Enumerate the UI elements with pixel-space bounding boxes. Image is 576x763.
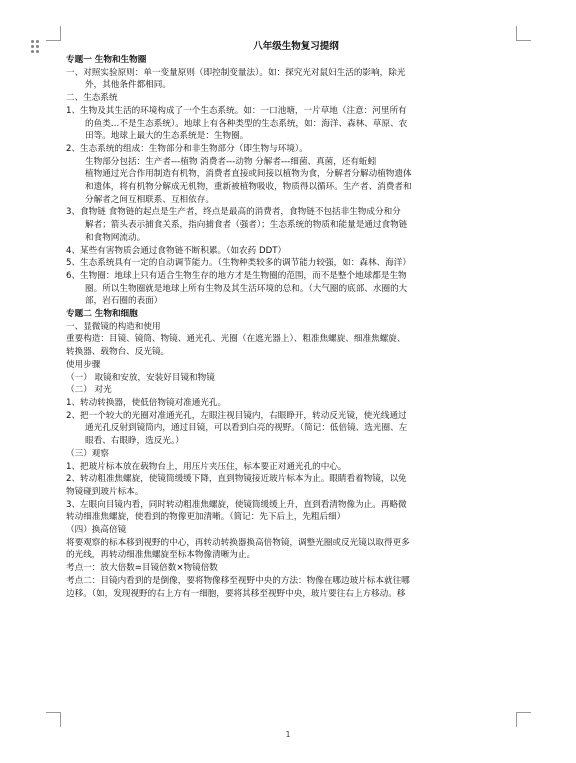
- text-line: （三）观察: [66, 448, 109, 459]
- text-line: 的光线，再转动细准焦螺旋至标本物像清晰为止。: [66, 550, 256, 561]
- text-line: 3、左眼向目镜内看，同时转动粗准焦螺旋，使镜筒缓缓上升，直到看清物像为止。再略微: [66, 499, 407, 510]
- text-line: 圈。所以生物圈就是地球上所有生物及其生活环境的总和。（大气圈的底部、水圈的大: [85, 283, 408, 294]
- text-line: 使用步骤: [66, 359, 101, 370]
- text-line: 考点二：目镜内看到的是倒像，要将物像移至视野中央的方法：物像在哪边玻片标本就往哪: [66, 575, 410, 586]
- drag-handle-icon[interactable]: [31, 40, 41, 54]
- section-heading: 专题二 生物和细胞: [66, 309, 138, 320]
- document-title: 八年级生物复习提纲: [253, 41, 339, 52]
- document-body: [66, 40, 526, 600]
- text-line: 4、某些有害物质会通过食物链不断积累。（如农药 DDT）: [66, 245, 287, 256]
- text-line: 重要构造：目镜、镜筒、物镜、通光孔、光圈（在遮光器上）、粗准焦螺旋、细准焦螺旋、: [66, 334, 406, 345]
- text-line: 转换器、载物台、反光镜。: [66, 347, 170, 358]
- margin-corner-top-right: [516, 26, 531, 41]
- text-line: 2、生态系统的组成：生物部分和非生物部分（即生物与环境）。: [66, 143, 308, 154]
- text-line: 1、转动转换器，使低倍物镜对准通光孔。: [66, 397, 227, 408]
- text-line: 部，岩石圈的表面）: [85, 296, 163, 307]
- text-line: 将要观察的标本移到视野的中心，再转动转换器换高倍物镜，调整光圈或反光镜以取得更多: [66, 537, 410, 548]
- text-line: 眼看、右眼睁，选反光。）: [85, 436, 184, 447]
- margin-corner-bottom-left: [46, 712, 61, 727]
- text-line: 1、生物及其生活的环境构成了一个生态系统。如：一口池塘，一片草地（注意：河里所有: [66, 105, 407, 116]
- text-line: 和食物网流动。: [85, 232, 146, 243]
- text-line: 2、转动粗准焦螺旋，使镜筒缓缓下降，直到物镜接近玻片标本为止。眼睛看着物镜，以免: [66, 474, 407, 485]
- text-line: 分解者之间互相联系、互相依存。: [85, 194, 214, 205]
- text-line: 3、食物链 食物链的起点是生产者，终点是最高的消费者，食物链不包括非生物成分和分: [66, 207, 401, 218]
- text-line: 1、把玻片标本放在载物台上，用压片夹压住，标本要正对通光孔的中心。: [66, 461, 347, 472]
- text-line: 解者；箭头表示捕食关系，指向捕食者（强者）；生态系统的物质和能量是通过食物链: [85, 220, 408, 231]
- margin-corner-bottom-right: [516, 712, 531, 727]
- text-line: 2、把一个较大的光圈对准通光孔，左眼注视目镜内，右眼睁开，转动反光镜，使光线通过: [66, 410, 407, 421]
- section-heading: 专题一 生物和生物圈: [66, 55, 147, 65]
- text-line: （四）换高倍镜: [66, 525, 127, 536]
- text-line: （一） 取镜和安放，安装好目镜和物镜: [66, 372, 215, 383]
- text-line: 通光孔反射到镜筒内，通过目镜，可以看到白亮的视野。（简记：低倍镜、选光圈、左: [85, 423, 408, 434]
- text-line: 二、生态系统: [66, 93, 118, 104]
- text-line: 物镜碰到玻片标本。: [66, 486, 144, 497]
- text-line: 生物部分包括：生产者---植物 消费者---动物 分解者---细菌、真菌，还有蚯蚓: [85, 156, 377, 167]
- text-line: 植物通过光合作用制造有机物，消费者直接或间接以植物为食，分解者分解动植物遗体: [85, 169, 412, 180]
- text-line: 边移。（如，发现视野的右上方有一细胞，要将其移至视野中央，玻片要往右上方移动。移: [66, 588, 406, 599]
- text-line: 一、显微镜的构造和使用: [66, 321, 161, 332]
- text-line: 和遗体，将有机物分解成无机物，重新被植物吸收，物质得以循环。生产者、消费者和: [85, 182, 412, 193]
- text-line: 考点一：放大倍数=目镜倍数×物镜倍数: [66, 563, 218, 574]
- text-line: 5、生态系统具有一定的自动调节能力。（生物种类较多的调节能力较强，如：森林、海洋）: [66, 258, 411, 269]
- text-line: 外，其他条件都相同。: [85, 80, 171, 91]
- text-line: 转动细准焦螺旋，使看到的物像更加清晰。（简记：先下后上，先粗后细）: [66, 512, 346, 523]
- page-number: 1: [285, 730, 291, 739]
- text-line: 田等。地球上最大的生态系统是：生物圈。: [85, 131, 249, 142]
- document-lines: [66, 54, 526, 600]
- text-line: 一、对照实验原则：单一变量原则（即控制变量法）。如：探究光对鼠妇生活的影响，除光: [66, 67, 406, 78]
- text-line: （二） 对光: [66, 385, 112, 396]
- text-line: 6、生物圈：地球上只有适合生物生存的地方才是生物圈的范围，而不是整个地球都是生物: [66, 270, 407, 281]
- text-line: 的鱼类…不是生态系统）。地球上有各种类型的生态系统，如：海洋、森林、草原、农: [85, 118, 408, 129]
- margin-corner-top-left: [46, 26, 61, 41]
